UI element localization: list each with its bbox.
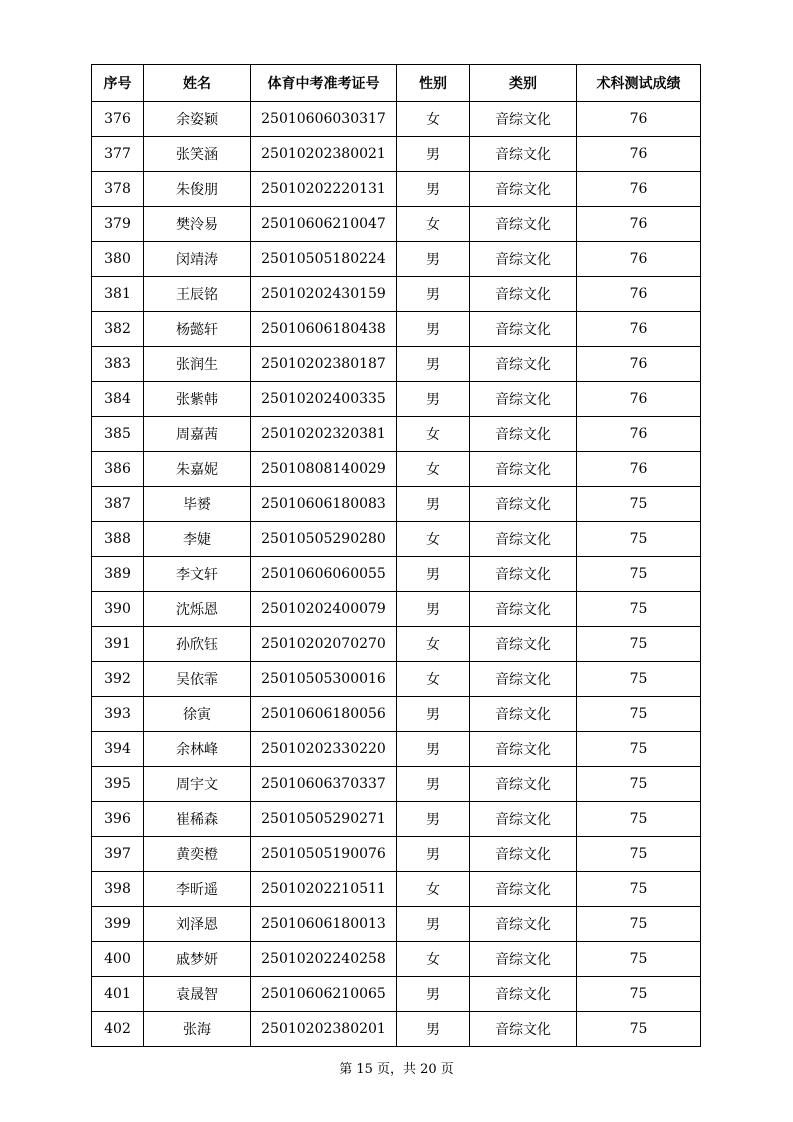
cell-score: 75 (577, 627, 701, 662)
cell-exam-id: 25010505190076 (251, 837, 397, 872)
cell-gender: 男 (397, 312, 470, 347)
cell-gender: 男 (397, 137, 470, 172)
cell-index: 378 (92, 172, 144, 207)
cell-exam-id: 25010202380187 (251, 347, 397, 382)
table-header (92, 65, 701, 102)
cell-score: 75 (577, 522, 701, 557)
table-row (92, 277, 701, 312)
table-row (92, 522, 701, 557)
cell-exam-id: 25010202320381 (251, 417, 397, 452)
cell-category: 音综文化 (470, 557, 577, 592)
cell-score: 76 (577, 137, 701, 172)
cell-name: 黄奕橙 (144, 837, 251, 872)
cell-index: 388 (92, 522, 144, 557)
cell-name: 李文轩 (144, 557, 251, 592)
cell-category: 音综文化 (470, 242, 577, 277)
cell-name: 张润生 (144, 347, 251, 382)
cell-index: 391 (92, 627, 144, 662)
cell-gender: 女 (397, 522, 470, 557)
cell-score: 76 (577, 382, 701, 417)
cell-index: 400 (92, 942, 144, 977)
cell-name: 周嘉茜 (144, 417, 251, 452)
cell-category: 音综文化 (470, 207, 577, 242)
cell-gender: 男 (397, 347, 470, 382)
cell-gender: 男 (397, 172, 470, 207)
cell-score: 75 (577, 942, 701, 977)
cell-name: 李婕 (144, 522, 251, 557)
cell-index: 387 (92, 487, 144, 522)
table-row (92, 662, 701, 697)
cell-index: 386 (92, 452, 144, 487)
cell-gender: 男 (397, 732, 470, 767)
table-row (92, 382, 701, 417)
cell-category: 音综文化 (470, 872, 577, 907)
cell-category: 音综文化 (470, 382, 577, 417)
cell-score: 75 (577, 662, 701, 697)
cell-score: 75 (577, 1012, 701, 1047)
cell-exam-id: 25010606060055 (251, 557, 397, 592)
header-gender: 性别 (397, 65, 470, 102)
cell-score: 76 (577, 452, 701, 487)
cell-name: 闵靖涛 (144, 242, 251, 277)
cell-index: 397 (92, 837, 144, 872)
cell-score: 75 (577, 767, 701, 802)
cell-gender: 男 (397, 907, 470, 942)
cell-gender: 女 (397, 627, 470, 662)
table-row (92, 137, 701, 172)
score-table (91, 64, 701, 1047)
header-score: 术科测试成绩 (577, 65, 701, 102)
cell-score: 75 (577, 592, 701, 627)
cell-gender: 男 (397, 277, 470, 312)
cell-category: 音综文化 (470, 802, 577, 837)
cell-score: 75 (577, 732, 701, 767)
cell-exam-id: 25010606210065 (251, 977, 397, 1012)
cell-gender: 女 (397, 207, 470, 242)
cell-exam-id: 25010202330220 (251, 732, 397, 767)
cell-exam-id: 25010606370337 (251, 767, 397, 802)
cell-category: 音综文化 (470, 627, 577, 662)
cell-category: 音综文化 (470, 662, 577, 697)
cell-index: 396 (92, 802, 144, 837)
cell-name: 周宇文 (144, 767, 251, 802)
cell-name: 沈烁恩 (144, 592, 251, 627)
cell-exam-id: 25010202240258 (251, 942, 397, 977)
table-row (92, 1012, 701, 1047)
cell-exam-id: 25010606180013 (251, 907, 397, 942)
table-row (92, 172, 701, 207)
cell-index: 390 (92, 592, 144, 627)
cell-name: 张紫韩 (144, 382, 251, 417)
cell-score: 75 (577, 907, 701, 942)
cell-name: 吴依霏 (144, 662, 251, 697)
cell-index: 392 (92, 662, 144, 697)
cell-gender: 男 (397, 487, 470, 522)
cell-index: 383 (92, 347, 144, 382)
table-row (92, 452, 701, 487)
cell-score: 75 (577, 977, 701, 1012)
cell-name: 张海 (144, 1012, 251, 1047)
table-row (92, 592, 701, 627)
cell-exam-id: 25010606180056 (251, 697, 397, 732)
cell-score: 76 (577, 347, 701, 382)
cell-category: 音综文化 (470, 277, 577, 312)
cell-name: 徐寅 (144, 697, 251, 732)
cell-gender: 男 (397, 837, 470, 872)
table-row (92, 872, 701, 907)
cell-category: 音综文化 (470, 417, 577, 452)
cell-exam-id: 25010505180224 (251, 242, 397, 277)
cell-exam-id: 25010202220131 (251, 172, 397, 207)
cell-score: 76 (577, 417, 701, 452)
cell-name: 刘泽恩 (144, 907, 251, 942)
cell-exam-id: 25010606030317 (251, 102, 397, 137)
cell-gender: 男 (397, 382, 470, 417)
cell-gender: 男 (397, 1012, 470, 1047)
cell-gender: 男 (397, 242, 470, 277)
cell-exam-id: 25010202070270 (251, 627, 397, 662)
cell-index: 394 (92, 732, 144, 767)
cell-index: 385 (92, 417, 144, 452)
cell-score: 75 (577, 487, 701, 522)
table-row (92, 207, 701, 242)
cell-category: 音综文化 (470, 102, 577, 137)
header-exam-id: 体育中考准考证号 (251, 65, 397, 102)
cell-category: 音综文化 (470, 977, 577, 1012)
cell-category: 音综文化 (470, 732, 577, 767)
cell-gender: 男 (397, 802, 470, 837)
cell-name: 袁晟智 (144, 977, 251, 1012)
table-row (92, 907, 701, 942)
cell-score: 76 (577, 207, 701, 242)
header-name: 姓名 (144, 65, 251, 102)
table-row (92, 767, 701, 802)
cell-index: 384 (92, 382, 144, 417)
cell-name: 朱嘉妮 (144, 452, 251, 487)
header-category: 类别 (470, 65, 577, 102)
cell-score: 75 (577, 802, 701, 837)
header-row (92, 65, 701, 102)
cell-gender: 女 (397, 872, 470, 907)
cell-name: 朱俊朋 (144, 172, 251, 207)
table-row (92, 977, 701, 1012)
cell-exam-id: 25010202430159 (251, 277, 397, 312)
cell-score: 76 (577, 172, 701, 207)
cell-gender: 女 (397, 452, 470, 487)
cell-exam-id: 25010202380201 (251, 1012, 397, 1047)
cell-exam-id: 25010202380021 (251, 137, 397, 172)
cell-name: 戚梦妍 (144, 942, 251, 977)
cell-index: 402 (92, 1012, 144, 1047)
cell-index: 381 (92, 277, 144, 312)
cell-name: 张笑涵 (144, 137, 251, 172)
cell-score: 76 (577, 312, 701, 347)
cell-score: 75 (577, 872, 701, 907)
cell-index: 398 (92, 872, 144, 907)
cell-category: 音综文化 (470, 312, 577, 347)
table-row (92, 347, 701, 382)
cell-score: 76 (577, 277, 701, 312)
cell-name: 杨懿轩 (144, 312, 251, 347)
cell-index: 377 (92, 137, 144, 172)
page-footer: 第 15 页，共 20 页 (339, 1062, 454, 1077)
cell-category: 音综文化 (470, 592, 577, 627)
cell-category: 音综文化 (470, 907, 577, 942)
cell-score: 76 (577, 102, 701, 137)
cell-name: 樊泠易 (144, 207, 251, 242)
cell-exam-id: 25010505290280 (251, 522, 397, 557)
cell-score: 75 (577, 837, 701, 872)
cell-exam-id: 25010202400079 (251, 592, 397, 627)
table-row (92, 942, 701, 977)
table-row (92, 802, 701, 837)
table-row (92, 732, 701, 767)
cell-category: 音综文化 (470, 137, 577, 172)
cell-index: 389 (92, 557, 144, 592)
cell-name: 孙欣钰 (144, 627, 251, 662)
cell-index: 376 (92, 102, 144, 137)
cell-category: 音综文化 (470, 837, 577, 872)
cell-index: 393 (92, 697, 144, 732)
table-row (92, 837, 701, 872)
cell-name: 王辰铭 (144, 277, 251, 312)
table-row (92, 312, 701, 347)
cell-exam-id: 25010505290271 (251, 802, 397, 837)
table-row (92, 627, 701, 662)
cell-index: 380 (92, 242, 144, 277)
cell-name: 余姿颖 (144, 102, 251, 137)
table-row (92, 242, 701, 277)
table-row (92, 487, 701, 522)
cell-index: 382 (92, 312, 144, 347)
cell-gender: 女 (397, 942, 470, 977)
table-row (92, 417, 701, 452)
cell-gender: 男 (397, 977, 470, 1012)
cell-gender: 女 (397, 417, 470, 452)
cell-gender: 女 (397, 102, 470, 137)
cell-index: 399 (92, 907, 144, 942)
cell-exam-id: 25010808140029 (251, 452, 397, 487)
cell-category: 音综文化 (470, 452, 577, 487)
table-body (92, 102, 701, 1047)
cell-category: 音综文化 (470, 942, 577, 977)
cell-index: 379 (92, 207, 144, 242)
cell-index: 395 (92, 767, 144, 802)
cell-exam-id: 25010606210047 (251, 207, 397, 242)
cell-exam-id: 25010606180438 (251, 312, 397, 347)
cell-score: 75 (577, 557, 701, 592)
cell-exam-id: 25010606180083 (251, 487, 397, 522)
cell-category: 音综文化 (470, 347, 577, 382)
table-row (92, 697, 701, 732)
cell-category: 音综文化 (470, 697, 577, 732)
cell-exam-id: 25010202400335 (251, 382, 397, 417)
cell-score: 75 (577, 697, 701, 732)
cell-gender: 女 (397, 662, 470, 697)
cell-exam-id: 25010202210511 (251, 872, 397, 907)
cell-category: 音综文化 (470, 172, 577, 207)
cell-name: 崔稀森 (144, 802, 251, 837)
cell-gender: 男 (397, 592, 470, 627)
table-row (92, 102, 701, 137)
cell-exam-id: 25010505300016 (251, 662, 397, 697)
cell-name: 李昕遥 (144, 872, 251, 907)
header-index: 序号 (92, 65, 144, 102)
cell-index: 401 (92, 977, 144, 1012)
cell-category: 音综文化 (470, 522, 577, 557)
cell-gender: 男 (397, 557, 470, 592)
table-row (92, 557, 701, 592)
cell-category: 音综文化 (470, 487, 577, 522)
cell-category: 音综文化 (470, 767, 577, 802)
cell-category: 音综文化 (470, 1012, 577, 1047)
cell-name: 毕赟 (144, 487, 251, 522)
cell-score: 76 (577, 242, 701, 277)
cell-gender: 男 (397, 767, 470, 802)
cell-gender: 男 (397, 697, 470, 732)
cell-name: 余林峰 (144, 732, 251, 767)
